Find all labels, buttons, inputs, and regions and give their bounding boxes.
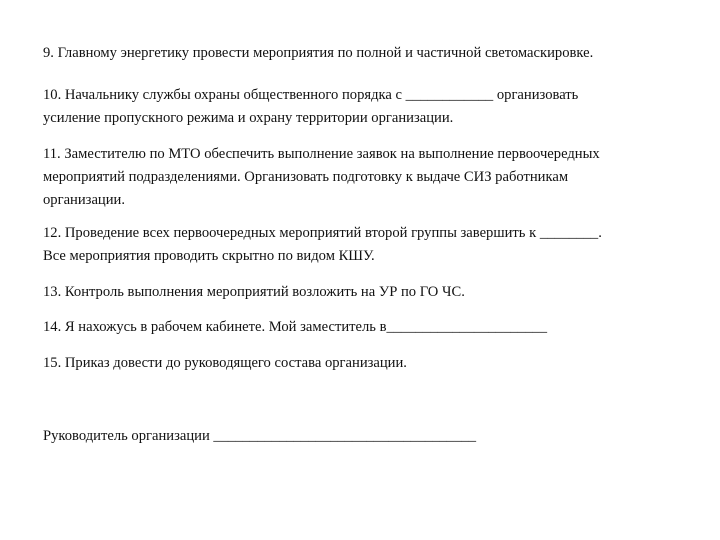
- paragraph-10-line-1: 10. Начальнику службы охраны общественного порядка с ____________ организовать: [43, 87, 579, 103]
- paragraph-11: [43, 143, 683, 212]
- paragraph-12: [43, 222, 683, 268]
- paragraph-9: [43, 42, 683, 65]
- paragraph-9-line-1: 9. Главному энергетику провести мероприятия по полной и частичной светомаскировке.: [43, 45, 594, 61]
- paragraph-12-line-1: 12. Проведение всех первоочередных мероприятий второй группы завершить к ________.: [43, 225, 602, 241]
- paragraph-11-line-2: мероприятий подразделениями. Организовать подготовку к выдаче СИЗ работникам: [43, 169, 569, 185]
- paragraph-15: [43, 352, 683, 375]
- paragraph-12-line-2: Все мероприятия проводить скрытно по видом КШУ.: [43, 248, 375, 264]
- signature-line: [43, 425, 683, 448]
- signature-text: Руководитель организации ____________________________________: [43, 428, 477, 444]
- paragraph-13-line-1: 13. Контроль выполнения мероприятий возложить на УР по ГО ЧС.: [43, 284, 465, 300]
- paragraph-10: [43, 84, 683, 130]
- paragraph-13: [43, 281, 683, 304]
- paragraph-15-line-1: 15. Приказ довести до руководящего состава организации.: [43, 355, 407, 371]
- paragraph-11-line-1: 11. Заместителю по МТО обеспечить выполнение заявок на выполнение первоочередных: [43, 146, 600, 162]
- paragraph-10-line-2: усиление пропускного режима и охрану территории организации.: [43, 110, 454, 126]
- paragraph-11-line-3: организации.: [43, 192, 125, 208]
- paragraph-14-line-1: 14. Я нахожусь в рабочем кабинете. Мой заместитель в______________________: [43, 319, 547, 335]
- paragraph-14: [43, 316, 683, 339]
